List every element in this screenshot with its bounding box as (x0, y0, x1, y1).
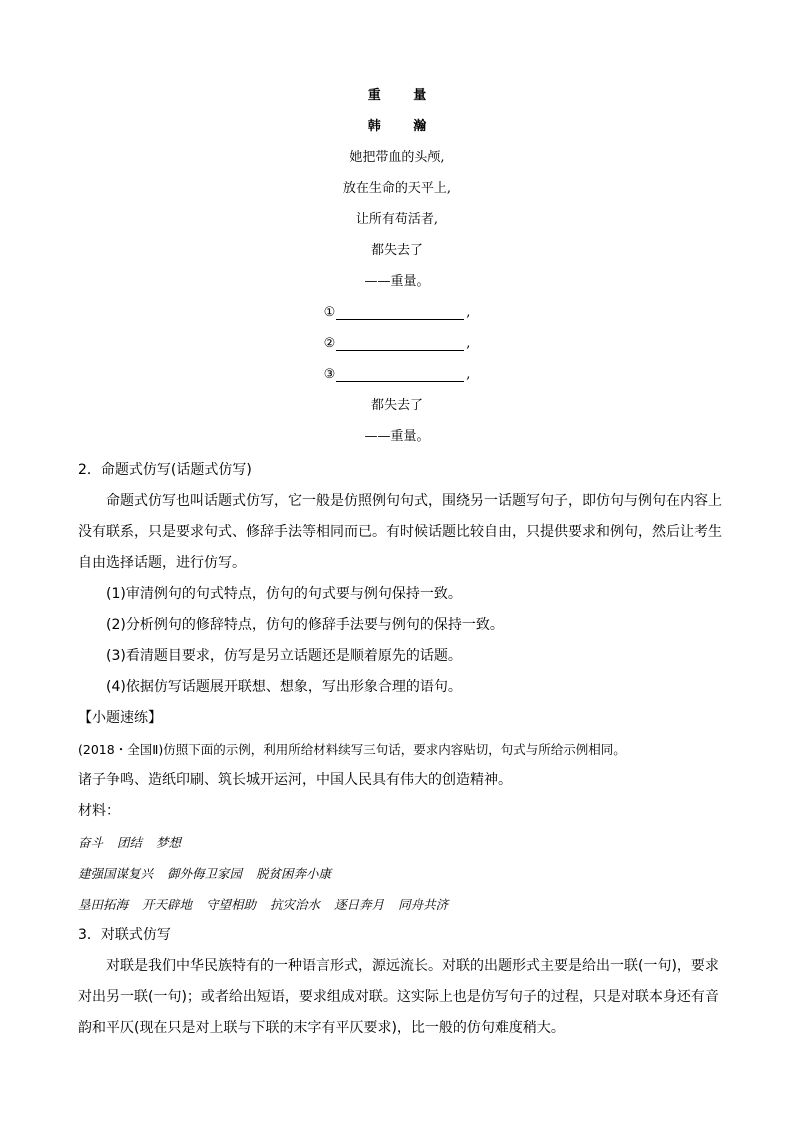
section-heading: 2．命题式仿写(话题式仿写) (78, 462, 252, 478)
poem-line: 都失去了 (370, 243, 423, 258)
practice-example: 诸子争鸣、造纸印刷、筑长城开运河，中国人民具有伟大的创造精神。 (78, 772, 512, 788)
blank-marker: ② (323, 336, 336, 351)
blank-marker: ③ (323, 367, 336, 382)
practice-question: (2018・全国Ⅱ)仿照下面的示例，利用所给材料续写三句话，要求内容贴切，句式与所给示例相同。 (78, 742, 626, 757)
poem-line: ——重量。 (364, 274, 430, 289)
section-heading: 3．对联式仿写 (78, 927, 171, 943)
paragraph-line: 命题式仿写也叫话题式仿写，它一般是仿照例句句式，围绕另一话题写句子，即仿句与例句在内容上 (106, 493, 722, 509)
paragraph-line: 自由选择话题，进行仿写。 (78, 555, 246, 571)
poem-closing-line: 都失去了 (370, 398, 423, 413)
paragraph-line: 没有联系，只是要求句式、修辞手法等相同而已。有时候话题比较自由，只提供要求和例句，然后让考生 (78, 524, 722, 540)
poem-block (0, 80, 794, 452)
fill-blank (336, 368, 464, 382)
poem-closing-line: ——重量。 (364, 429, 430, 444)
practice-heading: 【小题速练】 (78, 710, 162, 726)
fill-blank-line: ③ , (323, 367, 471, 382)
materials-label: 材料： (78, 803, 120, 819)
poem-title: 重 量 (367, 88, 441, 103)
point-item: (4)依据仿写话题展开联想、想象，写出形象合理的语句。 (106, 679, 462, 695)
body-content (78, 455, 728, 1044)
poem-author: 韩 瀚 (367, 119, 441, 134)
poem-line: 她把带血的头颅, (349, 150, 445, 165)
point-item: (1)审清例句的句式特点，仿句的句式要与例句保持一致。 (106, 586, 462, 602)
fill-blank (336, 306, 464, 320)
poem-line: 放在生命的天平上, (342, 181, 452, 196)
paragraph-line: 韵和平仄(现在只是对上联与下联的末字有平仄要求)，比一般的仿句难度稍大。 (78, 1020, 565, 1036)
point-item: (2)分析例句的修辞特点，仿句的修辞手法要与例句的保持一致。 (106, 617, 504, 633)
fill-blank-line: ① , (323, 305, 471, 320)
materials-line: 垦田拓海 开天辟地 守望相助 抗灾治水 逐日奔月 同舟共济 (78, 897, 449, 912)
materials-line: 奋斗 团结 梦想 (78, 835, 182, 850)
fill-blank-line: ② , (323, 336, 471, 351)
poem-line: 让所有苟活者, (355, 212, 439, 227)
blank-marker: ① (323, 305, 336, 320)
paragraph-line: 对出另一联(一句)；或者给出短语，要求组成对联。这实际上也是仿写句子的过程，只是对联本身还有音 (78, 989, 719, 1005)
materials-line: 建强国谋复兴 御外侮卫家园 脱贫困奔小康 (78, 866, 332, 881)
fill-blank (336, 337, 464, 351)
point-item: (3)看清题目要求，仿写是另立话题还是顺着原先的话题。 (106, 648, 462, 664)
paragraph-line: 对联是我们中华民族特有的一种语言形式，源远流长。对联的出题形式主要是给出一联(一句)，要求 (106, 958, 719, 974)
